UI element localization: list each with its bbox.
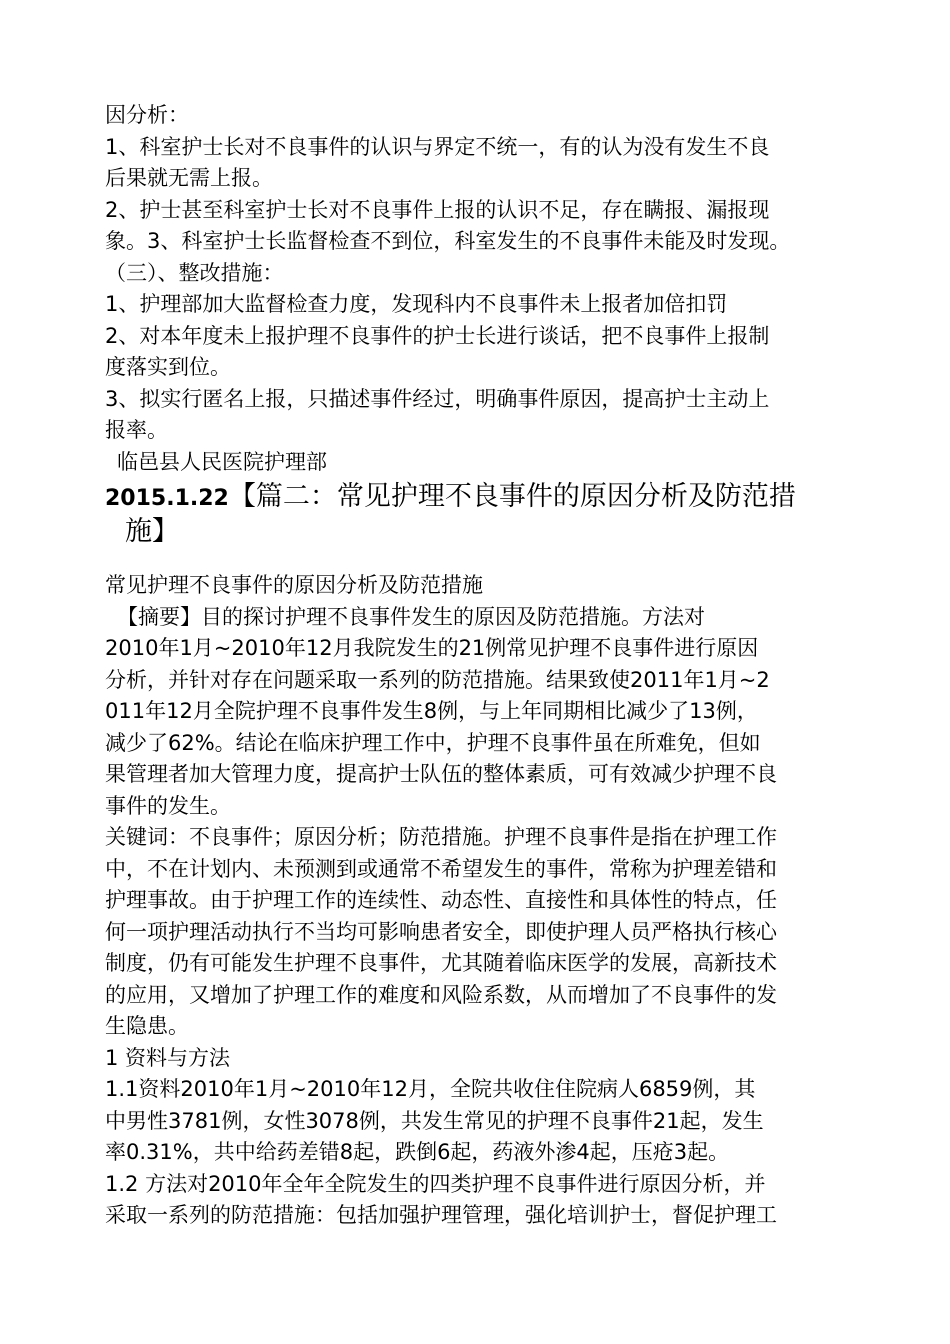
text-line: 象。3、科室护士长监督检查不到位，科室发生的不良事件未能及时发现。: [105, 229, 791, 253]
heading-title-part1: 【篇二：常见护理不良事件的原因分析及防范措: [228, 481, 796, 512]
section-heading: 1 资料与方法: [105, 1045, 231, 1070]
text-line: 采取一系列的防范措施：包括加强护理管理，强化培训护士，督促护理工: [105, 1203, 777, 1227]
heading-date: 2015.1.22: [105, 486, 229, 511]
text-line: 因分析：: [105, 103, 189, 127]
text-line: 报率。: [105, 418, 168, 442]
signature-line: 临邑县人民医院护理部: [117, 449, 327, 474]
text-line: 1、科室护士长对不良事件的认识与界定不统一，有的认为没有发生不良: [105, 134, 770, 159]
text-line: 护理事故。由于护理工作的连续性、动态性、直接性和具体性的特点，任: [105, 888, 777, 912]
text-line: 的应用，又增加了护理工作的难度和风险系数，从而增加了不良事件的发: [105, 982, 777, 1007]
text-line: 事件的发生。: [105, 793, 231, 818]
text-line: 关键词：不良事件；原因分析；防范措施。护理不良事件是指在护理工作: [105, 825, 777, 849]
text-line: 2010年1月~2010年12月我院发生的21例常见护理不良事件进行原因: [105, 636, 759, 660]
chapter-heading: [105, 480, 857, 548]
article-title: 常见护理不良事件的原因分析及防范措施: [105, 573, 483, 597]
text-line: 率0.31%，共中给药差错8起，跌倒6起，药液外渗4起，压疮3起。: [105, 1140, 730, 1164]
text-line: 【摘要】目的探讨护理不良事件发生的原因及防范措施。方法对: [117, 604, 705, 629]
text-line: 中男性3781例，女性3078例，共发生常见的护理不良事件21起，发生: [105, 1108, 764, 1133]
text-line: 生隐患。: [105, 1014, 189, 1038]
section-heading: （三）、整改措施：: [105, 260, 284, 285]
text-line: 3、拟实行匿名上报，只描述事件经过，明确事件原因，提高护士主动上: [105, 386, 770, 411]
heading-title-part2: 施】: [125, 516, 179, 547]
text-line: 中，不在计划内、未预测到或通常不希望发生的事件，常称为护理差错和: [105, 856, 777, 881]
text-line: 后果就无需上报。: [105, 166, 273, 190]
text-line: 分析，并针对存在问题采取一系列的防范措施。结果致使2011年1月~2: [105, 667, 770, 692]
spacer: [105, 548, 857, 570]
text-line: 2、护士甚至科室护士长对不良事件上报的认识不足，存在瞒报、漏报现: [105, 197, 770, 222]
text-line: 1.2 方法对2010年全年全院发生的四类护理不良事件进行原因分析，并: [105, 1171, 766, 1196]
text-line: 减少了62%。结论在临床护理工作中，护理不良事件虽在所难免，但如: [105, 730, 761, 755]
text-line: 制度，仍有可能发生护理不良事件，尤其随着临床医学的发展，高新技术: [105, 951, 777, 975]
text-line: 果管理者加大管理力度，提高护士队伍的整体素质，可有效减少护理不良: [105, 762, 777, 786]
text-line: 何一项护理活动执行不当均可影响患者安全，即使护理人员严格执行核心: [105, 919, 777, 944]
document-page: [105, 100, 857, 1232]
text-line: 2、对本年度未上报护理不良事件的护士长进行谈话，把不良事件上报制: [105, 323, 770, 348]
text-line: 011年12月全院护理不良事件发生8例，与上年同期相比减少了13例，: [105, 699, 758, 723]
text-line: 1、护理部加大监督检查力度，发现科内不良事件未上报者加倍扣罚: [105, 292, 728, 316]
text-line: 度落实到位。: [105, 355, 231, 379]
text-line: 1.1资料2010年1月~2010年12月，全院共收住住院病人6859例，其: [105, 1077, 756, 1101]
